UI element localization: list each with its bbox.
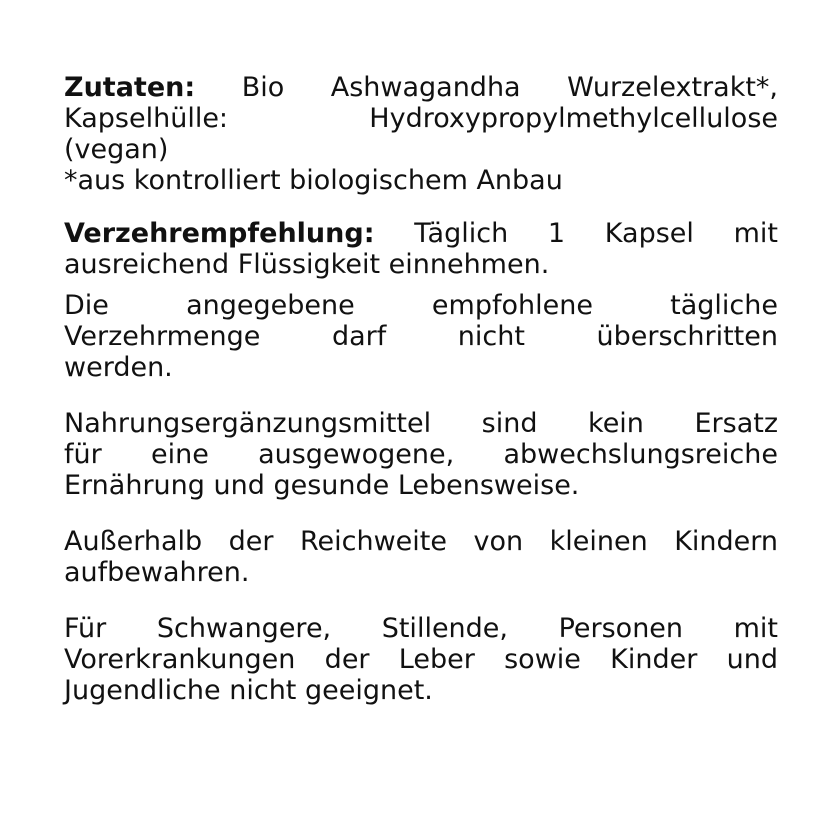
ingredients-line-3: (vegan) [64, 134, 169, 165]
dosage-line-1 [64, 218, 778, 249]
ingredients-line-1 [64, 72, 778, 103]
supplement-notice-line-2: für eine ausgewogene, abwechslungsreiche [64, 439, 778, 470]
capsule-shell-label: Kapselhülle: [64, 103, 229, 134]
ingredients-footnote: *aus kontrolliert biologischem Anbau [64, 165, 563, 196]
target-group-warning-section [64, 613, 778, 706]
supplement-notice-line-3: Ernährung und gesunde Lebensweise. [64, 470, 580, 501]
supplement-notice-section [64, 408, 778, 501]
ingredients-section [64, 72, 778, 196]
target-group-warning-line-1: Für Schwangere, Stillende, Personen mit [64, 613, 778, 644]
target-group-warning-line-2: Vorerkrankungen der Leber sowie Kinder und [64, 644, 778, 675]
limit-warning-section [64, 290, 778, 383]
supplement-notice-line-1: Nahrungsergänzungsmittel sind kein Ersatz [64, 408, 778, 439]
product-label-text [64, 72, 778, 706]
limit-warning-line-1: Die angegebene empfohlene tägliche [64, 290, 778, 321]
dosage-heading: Verzehrempfehlung: [64, 218, 375, 249]
dosage-section [64, 218, 778, 280]
limit-warning-line-2: Verzehrmenge darf nicht überschritten [64, 321, 778, 352]
dosage-line-1-text: Täglich 1 Kapsel mit [414, 218, 778, 249]
ingredients-line-2 [64, 103, 778, 134]
storage-notice-section [64, 526, 778, 588]
ingredients-heading: Zutaten: [64, 72, 196, 103]
limit-warning-line-3: werden. [64, 352, 173, 383]
capsule-shell-material: Hydroxypropylmethylcellulose [369, 103, 778, 134]
dosage-line-2: ausreichend Flüssigkeit einnehmen. [64, 249, 550, 280]
storage-notice-line-2: aufbewahren. [64, 557, 250, 588]
ingredients-line-1-text: Bio Ashwagandha Wurzelextrakt*, [241, 72, 778, 103]
target-group-warning-line-3: Jugendliche nicht geeignet. [64, 675, 433, 706]
storage-notice-line-1: Außerhalb der Reichweite von kleinen Kindern [64, 526, 778, 557]
